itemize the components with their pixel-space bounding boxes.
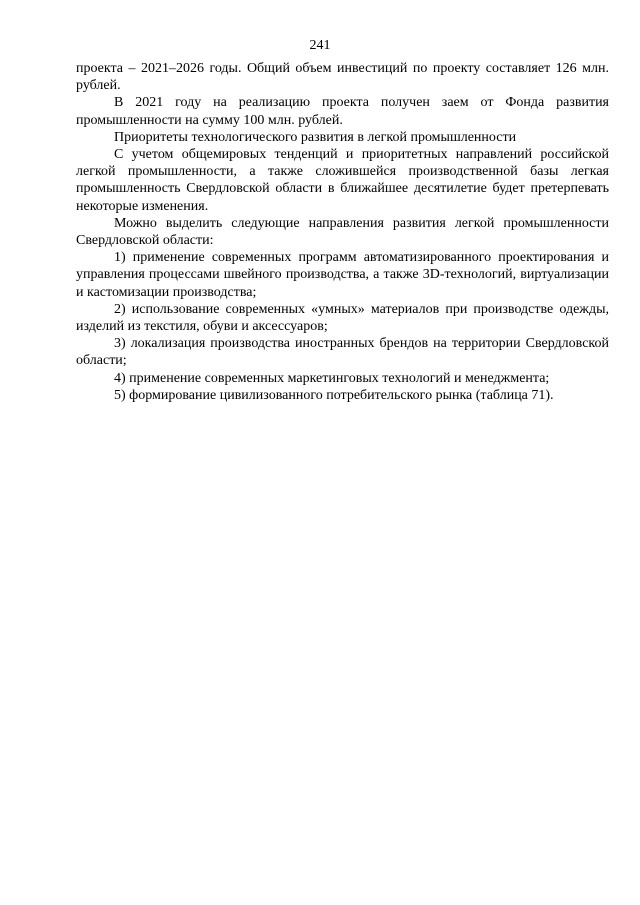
list-item-4: 4) применение современных маркетинговых технологий и менеджмента; xyxy=(114,370,550,386)
paragraph-project-term: проекта – 2021–2026 годы. Общий объем инвестиций по проекту составляет 126 млн. рублей. xyxy=(76,61,609,94)
list-item-1: 1) применение современных программ автоматизированного проектирования и управления процессами швейного производства, а также 3D-технологий, виртуализации и кастомизации производства; xyxy=(76,250,609,300)
paragraph-loan: В 2021 году на реализацию проекта получен заем от Фонда развития промышленности на сумму 100 млн. рублей. xyxy=(76,95,609,128)
document-body xyxy=(76,60,609,404)
list-item-5: 5) формирование цивилизованного потребительского рынка (таблица 71). xyxy=(114,387,554,403)
page-number: 241 xyxy=(309,38,331,53)
list-item-3: 3) локализация производства иностранных брендов на территории Свердловской области; xyxy=(76,336,609,369)
paragraph-directions-intro: Можно выделить следующие направления развития легкой промышленности Свердловской области: xyxy=(76,215,609,249)
list-item-2: 2) использование современных «умных» материалов при производстве одежды, изделий из текстиля, обуви и аксессуаров; xyxy=(76,301,609,335)
paragraph-trends: С учетом общемировых тенденций и приоритетных направлений российской легкой промышленности, а также сложившейся производственной базы легкая промышленность Свердловской области в ближайшее десятилетие будет претерпевать некоторые изменения. xyxy=(76,147,609,214)
section-heading-priorities: Приоритеты технологического развития в легкой промышленности xyxy=(114,129,517,145)
